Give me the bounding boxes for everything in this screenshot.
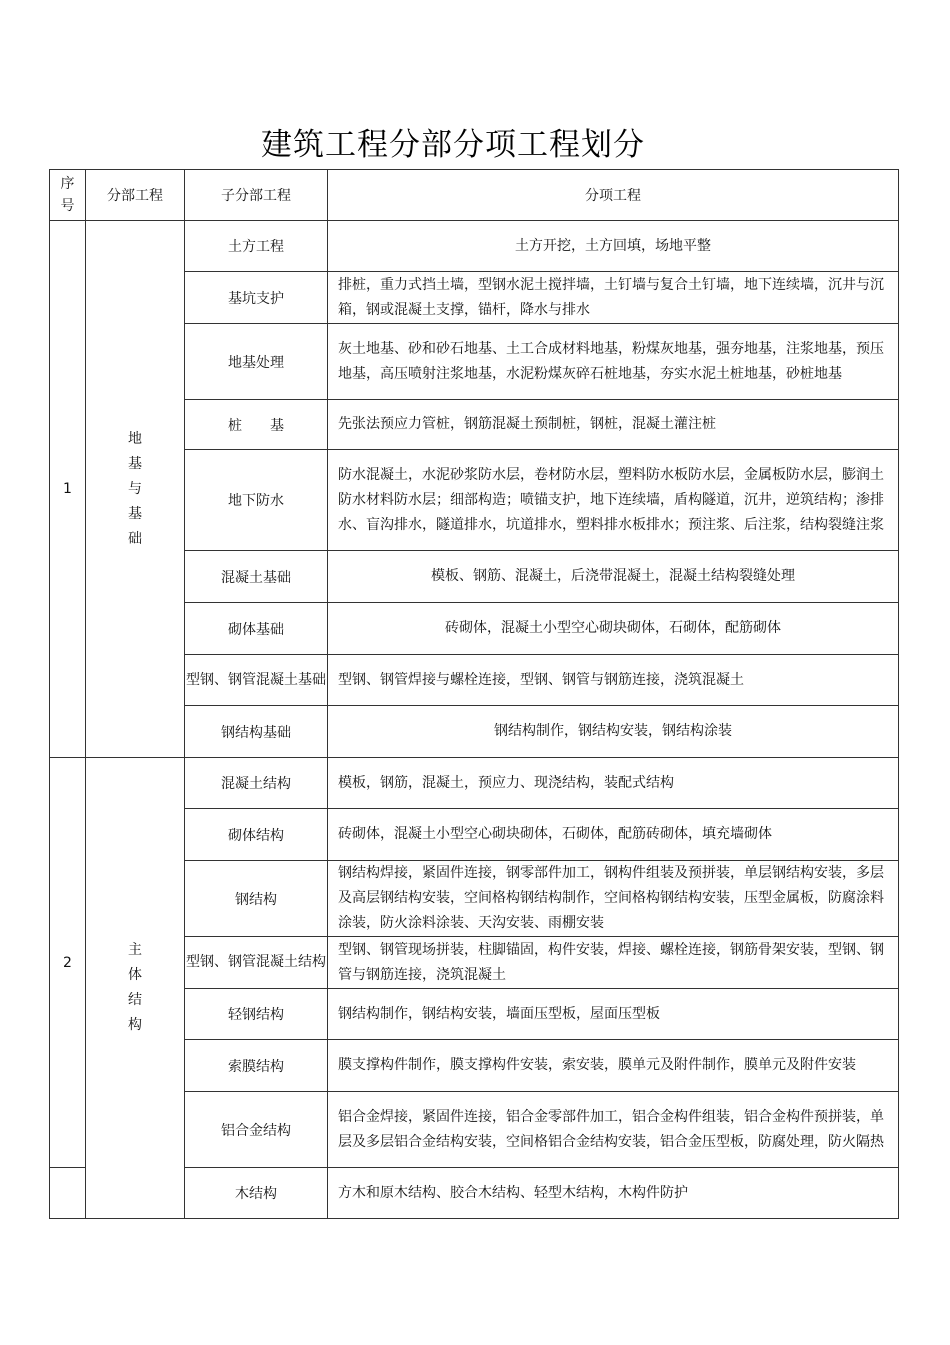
items-cell: 型钢、钢管焊接与螺栓连接，型钢、钢管与钢筋连接，浇筑混凝土: [328, 655, 899, 706]
items-cell: 先张法预应力管桩，钢筋混凝土预制桩，钢桩，混凝土灌注桩: [328, 400, 899, 450]
table-row: [50, 758, 899, 809]
items-cell: 砖砌体，混凝土小型空心砌块砌体，石砌体，配筋砌体: [328, 603, 899, 655]
subdivision-cell: 轻钢结构: [185, 989, 328, 1040]
items-cell: 灰土地基、砂和砂石地基、土工合成材料地基，粉煤灰地基，强夯地基，注浆地基，预压地基，高压喷射注浆地基，水泥粉煤灰碎石桩地基，夯实水泥土桩地基，砂桩地基: [328, 324, 899, 400]
group-seq-empty: [50, 1168, 86, 1219]
table-header-row: [50, 170, 899, 221]
items-cell: 钢结构制作，钢结构安装，钢结构涂装: [328, 706, 899, 758]
subdivision-cell: 铝合金结构: [185, 1092, 328, 1168]
group-division: 主体结构: [86, 758, 185, 1219]
subdivision-cell: 型钢、钢管混凝土结构: [185, 937, 328, 989]
group-division: 地基与基础: [86, 221, 185, 758]
subdivision-cell: 混凝土基础: [185, 551, 328, 603]
subdivision-cell: 砌体结构: [185, 809, 328, 861]
items-cell: 膜支撑构件制作，膜支撑构件安装，索安装，膜单元及附件制作，膜单元及附件安装: [328, 1040, 899, 1092]
header-division: 分部工程: [86, 170, 185, 221]
division-table: [49, 169, 899, 1219]
items-cell: 防水混凝土，水泥砂浆防水层，卷材防水层，塑料防水板防水层，金属板防水层，膨润土防水材料防水层；细部构造；喷锚支护，地下连续墙，盾构隧道，沉井，逆筑结构；渗排水、盲沟排水，隧道排水，坑道排水，塑料排水板排水；预注浆、后注浆，结构裂缝注浆: [328, 450, 899, 551]
subdivision-cell: 索膜结构: [185, 1040, 328, 1092]
header-items: 分项工程: [328, 170, 899, 221]
items-cell: 砖砌体，混凝土小型空心砌块砌体，石砌体，配筋砖砌体，填充墙砌体: [328, 809, 899, 861]
subdivision-cell: 地基处理: [185, 324, 328, 400]
page-title: 建筑工程分部分项工程划分: [261, 127, 645, 163]
subdivision-cell: 基坑支护: [185, 272, 328, 324]
items-cell: 模板、钢筋、混凝土，后浇带混凝土，混凝土结构裂缝处理: [328, 551, 899, 603]
subdivision-cell: 型钢、钢管混凝土基础: [185, 655, 328, 706]
header-subdivision: 子分部工程: [185, 170, 328, 221]
items-cell: 排桩，重力式挡土墙，型钢水泥土搅拌墙，土钉墙与复合土钉墙，地下连续墙，沉井与沉箱，钢或混凝土支撑，锚杆，降水与排水: [328, 272, 899, 324]
subdivision-cell: 钢结构基础: [185, 706, 328, 758]
group-seq: 1: [50, 221, 86, 758]
items-cell: 钢结构制作，钢结构安装，墙面压型板，屋面压型板: [328, 989, 899, 1040]
subdivision-cell: 砌体基础: [185, 603, 328, 655]
subdivision-cell: 地下防水: [185, 450, 328, 551]
items-cell: 土方开挖，土方回填，场地平整: [328, 221, 899, 272]
items-cell: 模板，钢筋，混凝土，预应力、现浇结构，装配式结构: [328, 758, 899, 809]
header-seq: 序号: [50, 170, 86, 221]
subdivision-cell: 混凝土结构: [185, 758, 328, 809]
group-seq: 2: [50, 758, 86, 1168]
items-cell: 铝合金焊接，紧固件连接，铝合金零部件加工，铝合金构件组装，铝合金构件预拼装，单层及多层铝合金结构安装，空间格铝合金结构安装，铝合金压型板，防腐处理，防火隔热: [328, 1092, 899, 1168]
table-row: [50, 221, 899, 272]
items-cell: 型钢、钢管现场拼装，柱脚锚固，构件安装，焊接、螺栓连接，钢筋骨架安装，型钢、钢管与钢筋连接，浇筑混凝土: [328, 937, 899, 989]
subdivision-cell: 木结构: [185, 1168, 328, 1219]
items-cell: 方木和原木结构、胶合木结构、轻型木结构，木构件防护: [328, 1168, 899, 1219]
items-cell: 钢结构焊接，紧固件连接，钢零部件加工，钢构件组装及预拼装，单层钢结构安装，多层及高层钢结构安装，空间格构钢结构制作，空间格构钢结构安装，压型金属板，防腐涂料涂装，防火涂料涂装、天沟安装、雨棚安装: [328, 861, 899, 937]
subdivision-cell: 土方工程: [185, 221, 328, 272]
subdivision-cell: 钢结构: [185, 861, 328, 937]
subdivision-cell: 桩 基: [185, 400, 328, 450]
